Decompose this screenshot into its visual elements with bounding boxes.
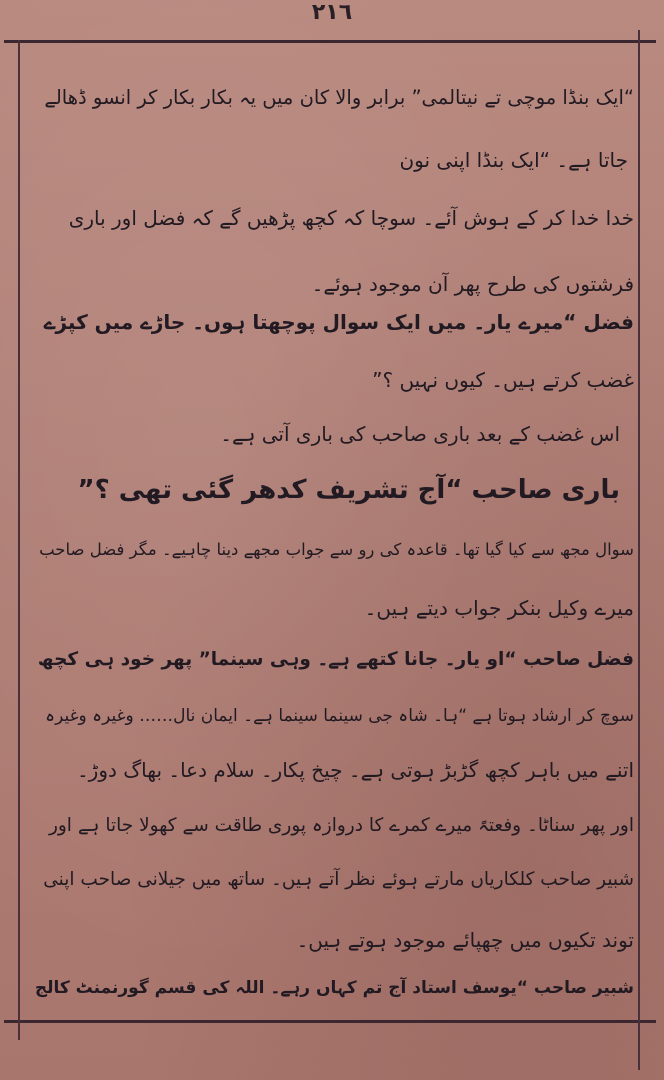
text-line: جاتا ہے۔ “ایک بنڈا اپنی نون (399, 148, 628, 172)
text-line: خدا خدا کر کے ہوش آئے۔ سوچا کہ کچھ پڑھیں گے کہ فضل اور باری (68, 206, 634, 230)
text-line: سوچ کر ارشاد ہوتا ہے “ہا۔ شاہ جی سینما سینما ہے۔ ایمان نال…… وغیرہ وغیرہ (45, 706, 634, 726)
text-line: شبیر صاحب کلکاریاں مارتے ہوئے نظر آتے ہیں۔ ساتھ میں جیلانی صاحب اپنی (43, 869, 634, 890)
bottom-border-line (4, 1020, 656, 1023)
top-border-line (4, 40, 656, 43)
text-line: فضل “میرے یار۔ میں ایک سوال پوچھتا ہوں۔ جاڑے میں کپڑے (43, 310, 634, 334)
text-line: شبیر صاحب “یوسف استاد آج تم کہاں رہے۔ اللہ کی قسم گورنمنٹ کالج (34, 978, 634, 998)
text-line: باری صاحب “آج تشریف کدھر گئی تھی ؟” (77, 475, 620, 505)
text-line: اتنے میں باہر کچھ گڑبڑ ہوتی ہے۔ چیخ پکار۔ سلام دعا۔ بھاگ دوڑ۔ (76, 758, 634, 782)
text-line: فضل صاحب “او یار۔ جانا کتھے ہے۔ وہی سینما” پھر خود ہی کچھ (37, 649, 634, 670)
text-line: “ایک بنڈا موچی تے نیتالمی” برابر والا کان میں یہ بکار بکار کر انسو ڈھالے (44, 86, 634, 109)
text-line: توند تکیوں میں چھپائے موجود ہوتے ہیں۔ (296, 928, 634, 952)
text-line: سوال مجھ سے کیا گیا تھا۔ قاعدہ کی رو سے جواب مجھے دینا چاہیے۔ مگر فضل صاحب (39, 540, 634, 559)
text-line: اس غضب کے بعد باری صاحب کی باری آتی ہے۔ (220, 422, 620, 446)
page-number: ٢١٦ (311, 0, 353, 25)
text-line: غضب کرتے ہیں۔ کیوں نہیں ؟” (372, 368, 634, 392)
text-line: فرشتوں کی طرح پھر آن موجود ہوئے۔ (311, 272, 634, 296)
left-margin-line (18, 40, 20, 1040)
text-line: اور پھر سناٹا۔ وفعتہً میرے کمرے کا دروازہ پوری طاقت سے کھولا جاتا ہے اور (48, 815, 634, 836)
right-margin-line (638, 30, 640, 1070)
text-line: میرے وکیل بنکر جواب دیتے ہیں۔ (364, 596, 634, 620)
